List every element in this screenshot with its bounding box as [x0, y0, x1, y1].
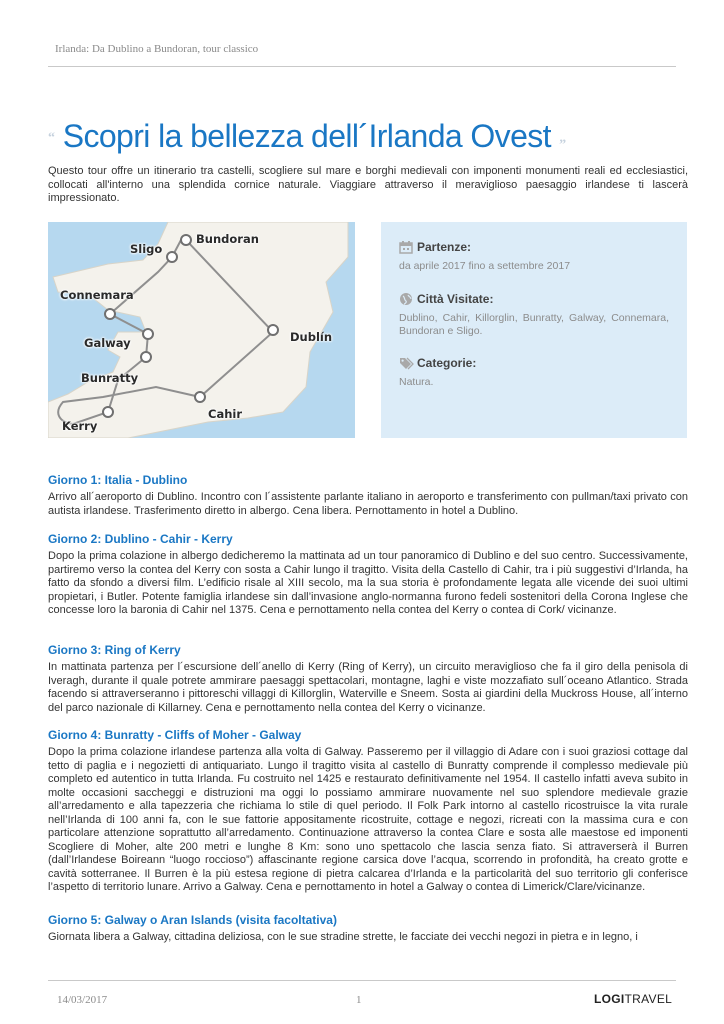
day-3-section [48, 643, 688, 715]
day-1-section [48, 473, 688, 518]
intro-paragraph: Questo tour offre un itinerario tra castelli, scogliere sul mare e borghi medievali con imponenti monumenti reali ed ecclesiastici, collocati all'interno una splendida cornice naturale. Viaggiare attraverso il meraviglioso paesaggio irlandese ti lascerà impressionato. [48, 165, 688, 204]
map-label-cahir: Cahir [208, 407, 243, 421]
logitravel-logo [594, 992, 672, 1006]
day-1-title: Giorno 1: Italia - Dublino [48, 473, 188, 487]
departures-title: Partenze: [417, 240, 472, 254]
stop-sligo [167, 252, 177, 262]
page-title-text: Scopri la bellezza dell´Irlanda Ovest [62, 118, 551, 154]
map-label-sligo: Sligo [130, 242, 163, 256]
day-5-text: Giornata libera a Galway, cittadina deliziosa, con le sue stradine strette, le facciate dei vecchi negozi in pietra e in legno, i [48, 931, 638, 943]
cities-section [399, 292, 669, 337]
cities-title: Città Visitate: [417, 292, 494, 306]
footer-divider [48, 980, 676, 981]
day-3-title: Giorno 3: Ring of Kerry [48, 643, 181, 657]
globe-icon [399, 292, 413, 306]
day-5-section [48, 913, 688, 945]
header-divider [48, 66, 676, 67]
map-label-dublin: Dublín [290, 330, 333, 344]
day-5-title: Giorno 5: Galway o Aran Islands (visita facoltativa) [48, 913, 337, 927]
map-label-bunratty: Bunratty [81, 371, 139, 385]
day-2-text: Dopo la prima colazione in albergo dedicheremo la mattinata ad un tour panoramico di Dublino e del suo centro. Successivamente, partiremo verso la contea del Kerry con sosta a Cahir lungo il tragitto. Visita della Castello di Cahir, tra i più suggestivi d’Irlanda, ha fatto da sfondo a diversi film. L’edificio risale al XIII secolo, ma la sua storia è profondamente legata alle vicende dei suoi ultimi propietari, i Butler. Potente famiglia irlandese sin dall’invasione anglo-normanna furono fedeli sostenitori della Corona Inglese che concesse loro la baronia di Cahir nel 1375. Cena e pernottamento nella contea del Kerry o contea di Cork/ vicinanze. [48, 550, 688, 616]
day-4-section [48, 728, 688, 895]
close-quote-mark: „ [559, 130, 566, 146]
calendar-icon [399, 240, 413, 254]
trip-info-panel [381, 222, 687, 438]
map-label-connemara: Connemara [60, 288, 134, 302]
stop-bundoran [181, 235, 191, 245]
day-3-text: In mattinata partenza per l´escursione dell´anello di Kerry (Ring of Kerry), un circuito meraviglioso che fa il giro della penisola di Iveragh, durante il quale potrete ammirare paesaggi spettacolari, montagne, laghi e viste mozzafiato sull´oceano Atlantico. Strada facendo si attraverseranno i pittoreschi villaggi di Killorglin, Waterville e Sneem. Sosta ai giardini della Muckross House, all´interno del parco nazionale di Killarney. Cena e pernottamento nella contea del Kerry o vicinanze. [48, 661, 688, 714]
cities-text: Dublino, Cahir, Killorglin, Bunratty, Galway, Connemara, Bundoran e Sligo. [399, 312, 669, 337]
stop-bunratty [141, 352, 151, 362]
departures-section [399, 240, 669, 273]
footer-date: 14/03/2017 [57, 994, 108, 1006]
page-number: 1 [356, 994, 362, 1006]
day-4-title: Giorno 4: Bunratty - Cliffs of Moher - Galway [48, 728, 302, 742]
stop-connemara [105, 309, 115, 319]
logo-bold-part: LOGI [594, 992, 625, 1006]
stop-kerry [103, 407, 113, 417]
day-1-text: Arrivo all´aeroporto di Dublino. Incontro con l´assistente parlante italiano in aeroporto e transferimento con pullman/taxi privato con autista irlandese. Trasferimento diretto in albergo. Cena libera. Pernottamento in hotel a Dublino. [48, 491, 688, 517]
stop-dublin [268, 325, 278, 335]
tags-icon [399, 356, 413, 370]
map-label-bundoran: Bundoran [196, 232, 259, 246]
running-header: Irlanda: Da Dublino a Bundoran, tour classico [55, 43, 259, 55]
categories-text: Natura. [399, 376, 434, 388]
map-label-galway: Galway [84, 336, 131, 350]
day-2-title: Giorno 2: Dublino - Cahir - Kerry [48, 532, 233, 546]
route-map [48, 222, 355, 438]
open-quote-mark: “ [48, 130, 55, 146]
departures-text: da aprile 2017 fino a settembre 2017 [399, 260, 571, 272]
logo-light-part: TRAVEL [624, 992, 673, 1006]
day-2-section [48, 532, 688, 618]
categories-section [399, 356, 669, 389]
categories-title: Categorie: [417, 356, 477, 370]
page-title [48, 118, 566, 155]
stop-cahir [195, 392, 205, 402]
stop-galway [143, 329, 153, 339]
map-label-kerry: Kerry [62, 419, 98, 433]
day-4-text: Dopo la prima colazione irlandese partenza alla volta di Galway. Passeremo per il villaggio di Adare con i suoi graziosi cottage dal tetto di paglia e i negozietti di antiquariato. Lungo il tragitto visita al castello di Bunratty comprende il complesso medievale più completo ed autentico in tutta Irlanda. Fu costruito nel 1425 e restaurato definitivamente nel 1954. Il castello infatti aveva subito in molte occasioni saccheggi e distruzioni ma oggi lo possiamo ammirare nuovamente nel suo splendore medievale grazie all’arredamento e alla tapezzeria che richiama lo stile di quel periodo. Il Folk Park intorno al castello ricostruisce la vita rurale nell’Irlanda di 100 anni fa, con le sue fattorie appositamente ricostruite, cottage e negozi, ricreati con la massima cura e con particolare attenzione soprattutto all’arredamento. Continuazione attraverso la contea Clare e sosta alle maestose ed imponenti Scogliere di Moher, alte 200 metri e lunghe 8 Km: sono uno spettacolo che lascia senza fiato. Si attraverserà il Burren (dall’Irlandese Boireann “luogo roccioso”) affascinante regione carsica dove l’acqua, scorrendo in profondità, ha creato grotte e cavità sotterranee. Il Burren è la più estesa regione di pietra calcarea d’Irlanda e la particolarità del suo territorio gli conferisce l’aspetto di territorio lunare. Arrivo a Galway. Cena e pernottamento in hotel a Galway o contea di Limerick/Clare/vicinanze. [48, 746, 688, 893]
